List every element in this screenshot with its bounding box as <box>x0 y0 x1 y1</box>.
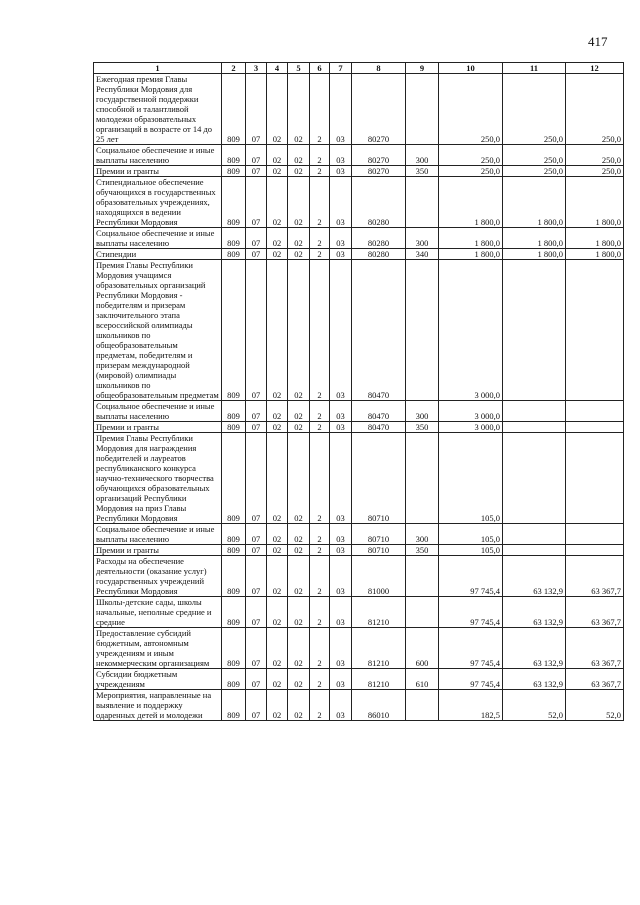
direction-cell: 81210 <box>352 628 406 669</box>
amount-year1-cell: 1 800,0 <box>439 228 503 249</box>
event-cell: 03 <box>330 260 352 401</box>
amount-year2-cell: 250,0 <box>503 74 566 145</box>
subsection-cell: 02 <box>267 74 288 145</box>
admin-code-cell: 809 <box>222 597 246 628</box>
section-cell: 07 <box>246 628 267 669</box>
column-header: 2 <box>222 63 246 74</box>
header-row <box>94 63 624 74</box>
direction-cell: 80470 <box>352 401 406 422</box>
subsection-cell: 02 <box>267 177 288 228</box>
direction-cell: 81210 <box>352 669 406 690</box>
admin-code-cell: 809 <box>222 433 246 524</box>
expense-type-cell: 610 <box>406 669 439 690</box>
item-name-cell: Социальное обеспечение и иные выплаты населению <box>94 228 222 249</box>
item-name-cell: Социальное обеспечение и иные выплаты населению <box>94 145 222 166</box>
subprogram-cell: 2 <box>310 556 330 597</box>
page-number: 417 <box>588 34 608 49</box>
amount-year3-cell: 63 367,7 <box>566 669 624 690</box>
direction-cell: 80280 <box>352 228 406 249</box>
event-cell: 03 <box>330 166 352 177</box>
subsection-cell: 02 <box>267 249 288 260</box>
event-cell: 03 <box>330 422 352 433</box>
expense-type-cell <box>406 177 439 228</box>
amount-year2-cell <box>503 545 566 556</box>
program-cell: 02 <box>288 433 310 524</box>
table-row <box>94 556 624 597</box>
amount-year2-cell <box>503 433 566 524</box>
section-cell: 07 <box>246 556 267 597</box>
section-cell: 07 <box>246 260 267 401</box>
direction-cell: 80270 <box>352 166 406 177</box>
amount-year3-cell <box>566 524 624 545</box>
table-row <box>94 545 624 556</box>
amount-year1-cell: 3 000,0 <box>439 260 503 401</box>
subsection-cell: 02 <box>267 228 288 249</box>
event-cell: 03 <box>330 545 352 556</box>
amount-year3-cell <box>566 260 624 401</box>
event-cell: 03 <box>330 524 352 545</box>
subprogram-cell: 2 <box>310 249 330 260</box>
subprogram-cell: 2 <box>310 690 330 721</box>
subprogram-cell: 2 <box>310 433 330 524</box>
admin-code-cell: 809 <box>222 545 246 556</box>
amount-year3-cell <box>566 433 624 524</box>
amount-year2-cell <box>503 260 566 401</box>
amount-year2-cell: 1 800,0 <box>503 177 566 228</box>
subprogram-cell: 2 <box>310 422 330 433</box>
item-name-cell: Стипендии <box>94 249 222 260</box>
subprogram-cell: 2 <box>310 597 330 628</box>
amount-year3-cell: 1 800,0 <box>566 228 624 249</box>
direction-cell: 80710 <box>352 524 406 545</box>
subsection-cell: 02 <box>267 422 288 433</box>
admin-code-cell: 809 <box>222 422 246 433</box>
item-name-cell: Расходы на обеспечение деятельности (оказание услуг) государственных учреждений Республики Мордовия <box>94 556 222 597</box>
amount-year2-cell: 63 132,9 <box>503 628 566 669</box>
subsection-cell: 02 <box>267 545 288 556</box>
admin-code-cell: 809 <box>222 177 246 228</box>
direction-cell: 81000 <box>352 556 406 597</box>
column-header: 10 <box>439 63 503 74</box>
direction-cell: 80470 <box>352 260 406 401</box>
table-row <box>94 433 624 524</box>
section-cell: 07 <box>246 690 267 721</box>
expense-type-cell <box>406 597 439 628</box>
section-cell: 07 <box>246 524 267 545</box>
subprogram-cell: 2 <box>310 628 330 669</box>
subsection-cell: 02 <box>267 628 288 669</box>
program-cell: 02 <box>288 545 310 556</box>
column-header: 6 <box>310 63 330 74</box>
amount-year2-cell <box>503 401 566 422</box>
amount-year3-cell: 250,0 <box>566 145 624 166</box>
amount-year1-cell: 97 745,4 <box>439 597 503 628</box>
table-body <box>94 74 624 721</box>
expense-type-cell <box>406 556 439 597</box>
expense-type-cell: 300 <box>406 228 439 249</box>
program-cell: 02 <box>288 177 310 228</box>
item-name-cell: Премии и гранты <box>94 545 222 556</box>
column-header: 8 <box>352 63 406 74</box>
subsection-cell: 02 <box>267 690 288 721</box>
expense-type-cell: 350 <box>406 422 439 433</box>
direction-cell: 80710 <box>352 433 406 524</box>
table-row <box>94 422 624 433</box>
amount-year2-cell: 63 132,9 <box>503 597 566 628</box>
expense-type-cell: 300 <box>406 524 439 545</box>
item-name-cell: Предоставление субсидий бюджетным, автономным учреждениям и иным некоммерческим организациям <box>94 628 222 669</box>
item-name-cell: Премии и гранты <box>94 422 222 433</box>
program-cell: 02 <box>288 166 310 177</box>
subprogram-cell: 2 <box>310 260 330 401</box>
amount-year3-cell <box>566 422 624 433</box>
item-name-cell: Социальное обеспечение и иные выплаты населению <box>94 401 222 422</box>
subsection-cell: 02 <box>267 145 288 166</box>
expense-type-cell <box>406 260 439 401</box>
subprogram-cell: 2 <box>310 401 330 422</box>
subsection-cell: 02 <box>267 524 288 545</box>
amount-year1-cell: 105,0 <box>439 433 503 524</box>
admin-code-cell: 809 <box>222 260 246 401</box>
event-cell: 03 <box>330 597 352 628</box>
program-cell: 02 <box>288 669 310 690</box>
direction-cell: 81210 <box>352 597 406 628</box>
amount-year3-cell: 250,0 <box>566 166 624 177</box>
expense-type-cell: 300 <box>406 401 439 422</box>
section-cell: 07 <box>246 422 267 433</box>
expense-type-cell <box>406 690 439 721</box>
expense-type-cell <box>406 74 439 145</box>
column-header: 9 <box>406 63 439 74</box>
item-name-cell: Премия Главы Республики Мордовия учащимся образовательных организаций Республики Мордовия - победителям и призерам заключительного этапа всероссийской олимпиады школьников по общеобразовательным предметам, победителям и призерам международной (мировой) олимпиады школьников по общеобразовательным предметам <box>94 260 222 401</box>
amount-year3-cell: 250,0 <box>566 74 624 145</box>
event-cell: 03 <box>330 628 352 669</box>
program-cell: 02 <box>288 556 310 597</box>
amount-year1-cell: 105,0 <box>439 545 503 556</box>
amount-year2-cell: 250,0 <box>503 166 566 177</box>
subprogram-cell: 2 <box>310 166 330 177</box>
subsection-cell: 02 <box>267 433 288 524</box>
subsection-cell: 02 <box>267 669 288 690</box>
expense-type-cell <box>406 433 439 524</box>
expense-type-cell: 300 <box>406 145 439 166</box>
amount-year2-cell: 52,0 <box>503 690 566 721</box>
table-row <box>94 166 624 177</box>
section-cell: 07 <box>246 545 267 556</box>
column-header: 5 <box>288 63 310 74</box>
subprogram-cell: 2 <box>310 228 330 249</box>
section-cell: 07 <box>246 433 267 524</box>
expense-type-cell: 340 <box>406 249 439 260</box>
amount-year1-cell: 105,0 <box>439 524 503 545</box>
section-cell: 07 <box>246 177 267 228</box>
section-cell: 07 <box>246 228 267 249</box>
amount-year3-cell <box>566 545 624 556</box>
program-cell: 02 <box>288 524 310 545</box>
amount-year1-cell: 1 800,0 <box>439 177 503 228</box>
table-row <box>94 628 624 669</box>
section-cell: 07 <box>246 249 267 260</box>
table-row <box>94 669 624 690</box>
table-row <box>94 145 624 166</box>
subprogram-cell: 2 <box>310 524 330 545</box>
table-row <box>94 260 624 401</box>
event-cell: 03 <box>330 74 352 145</box>
admin-code-cell: 809 <box>222 166 246 177</box>
admin-code-cell: 809 <box>222 690 246 721</box>
column-header: 12 <box>566 63 624 74</box>
event-cell: 03 <box>330 401 352 422</box>
expense-type-cell: 350 <box>406 166 439 177</box>
item-name-cell: Ежегодная премия Главы Республики Мордовия для государственной поддержки способной и талантливой молодежи образовательных организаций в возрасте от 14 до 25 лет <box>94 74 222 145</box>
program-cell: 02 <box>288 690 310 721</box>
amount-year2-cell: 1 800,0 <box>503 228 566 249</box>
amount-year1-cell: 3 000,0 <box>439 401 503 422</box>
event-cell: 03 <box>330 690 352 721</box>
subprogram-cell: 2 <box>310 669 330 690</box>
admin-code-cell: 809 <box>222 145 246 166</box>
amount-year3-cell: 1 800,0 <box>566 249 624 260</box>
column-header: 4 <box>267 63 288 74</box>
event-cell: 03 <box>330 433 352 524</box>
event-cell: 03 <box>330 177 352 228</box>
amount-year1-cell: 97 745,4 <box>439 628 503 669</box>
amount-year2-cell <box>503 524 566 545</box>
admin-code-cell: 809 <box>222 228 246 249</box>
amount-year2-cell <box>503 422 566 433</box>
direction-cell: 80280 <box>352 177 406 228</box>
event-cell: 03 <box>330 145 352 166</box>
table-row <box>94 524 624 545</box>
item-name-cell: Субсидии бюджетным учреждениям <box>94 669 222 690</box>
program-cell: 02 <box>288 74 310 145</box>
admin-code-cell: 809 <box>222 669 246 690</box>
admin-code-cell: 809 <box>222 556 246 597</box>
subsection-cell: 02 <box>267 556 288 597</box>
subsection-cell: 02 <box>267 260 288 401</box>
item-name-cell: Премия Главы Республики Мордовия для награждения победителей и лауреатов республиканского конкурса научно-технического творчества обучающихся образовательных организаций Республики Мордовия на приз Главы Республики Мордовия <box>94 433 222 524</box>
admin-code-cell: 809 <box>222 524 246 545</box>
program-cell: 02 <box>288 228 310 249</box>
subprogram-cell: 2 <box>310 177 330 228</box>
section-cell: 07 <box>246 597 267 628</box>
direction-cell: 80270 <box>352 145 406 166</box>
section-cell: 07 <box>246 74 267 145</box>
direction-cell: 80270 <box>352 74 406 145</box>
budget-table <box>93 62 624 721</box>
table-row <box>94 228 624 249</box>
admin-code-cell: 809 <box>222 74 246 145</box>
amount-year3-cell: 63 367,7 <box>566 628 624 669</box>
amount-year1-cell: 1 800,0 <box>439 249 503 260</box>
subsection-cell: 02 <box>267 597 288 628</box>
amount-year3-cell: 63 367,7 <box>566 597 624 628</box>
amount-year2-cell: 1 800,0 <box>503 249 566 260</box>
item-name-cell: Мероприятия, направленные на выявление и поддержку одаренных детей и молодежи <box>94 690 222 721</box>
subsection-cell: 02 <box>267 401 288 422</box>
event-cell: 03 <box>330 228 352 249</box>
amount-year3-cell: 52,0 <box>566 690 624 721</box>
item-name-cell: Социальное обеспечение и иные выплаты населению <box>94 524 222 545</box>
amount-year3-cell: 1 800,0 <box>566 177 624 228</box>
section-cell: 07 <box>246 145 267 166</box>
table-row <box>94 74 624 145</box>
section-cell: 07 <box>246 669 267 690</box>
expense-type-cell: 600 <box>406 628 439 669</box>
amount-year1-cell: 97 745,4 <box>439 556 503 597</box>
column-header: 3 <box>246 63 267 74</box>
column-header: 11 <box>503 63 566 74</box>
section-cell: 07 <box>246 166 267 177</box>
column-header: 1 <box>94 63 222 74</box>
program-cell: 02 <box>288 422 310 433</box>
column-header: 7 <box>330 63 352 74</box>
section-cell: 07 <box>246 401 267 422</box>
program-cell: 02 <box>288 628 310 669</box>
item-name-cell: Премии и гранты <box>94 166 222 177</box>
program-cell: 02 <box>288 249 310 260</box>
event-cell: 03 <box>330 249 352 260</box>
table-row <box>94 401 624 422</box>
program-cell: 02 <box>288 145 310 166</box>
amount-year2-cell: 250,0 <box>503 145 566 166</box>
table-row <box>94 177 624 228</box>
amount-year3-cell: 63 367,7 <box>566 556 624 597</box>
amount-year1-cell: 3 000,0 <box>439 422 503 433</box>
table-row <box>94 597 624 628</box>
item-name-cell: Стипендиальное обеспечение обучающихся в государственных образовательных учреждениях, находящихся в ведении Республики Мордовия <box>94 177 222 228</box>
subprogram-cell: 2 <box>310 145 330 166</box>
expense-type-cell: 350 <box>406 545 439 556</box>
admin-code-cell: 809 <box>222 249 246 260</box>
amount-year3-cell <box>566 401 624 422</box>
amount-year1-cell: 250,0 <box>439 166 503 177</box>
amount-year1-cell: 182,5 <box>439 690 503 721</box>
direction-cell: 86010 <box>352 690 406 721</box>
subsection-cell: 02 <box>267 166 288 177</box>
amount-year2-cell: 63 132,9 <box>503 556 566 597</box>
admin-code-cell: 809 <box>222 628 246 669</box>
amount-year1-cell: 250,0 <box>439 145 503 166</box>
table-row <box>94 690 624 721</box>
event-cell: 03 <box>330 556 352 597</box>
event-cell: 03 <box>330 669 352 690</box>
admin-code-cell: 809 <box>222 401 246 422</box>
direction-cell: 80710 <box>352 545 406 556</box>
amount-year1-cell: 97 745,4 <box>439 669 503 690</box>
program-cell: 02 <box>288 260 310 401</box>
item-name-cell: Школы-детские сады, школы начальные, неполные средние и средние <box>94 597 222 628</box>
table-row <box>94 249 624 260</box>
subprogram-cell: 2 <box>310 74 330 145</box>
subprogram-cell: 2 <box>310 545 330 556</box>
direction-cell: 80470 <box>352 422 406 433</box>
amount-year1-cell: 250,0 <box>439 74 503 145</box>
direction-cell: 80280 <box>352 249 406 260</box>
program-cell: 02 <box>288 401 310 422</box>
program-cell: 02 <box>288 597 310 628</box>
amount-year2-cell: 63 132,9 <box>503 669 566 690</box>
